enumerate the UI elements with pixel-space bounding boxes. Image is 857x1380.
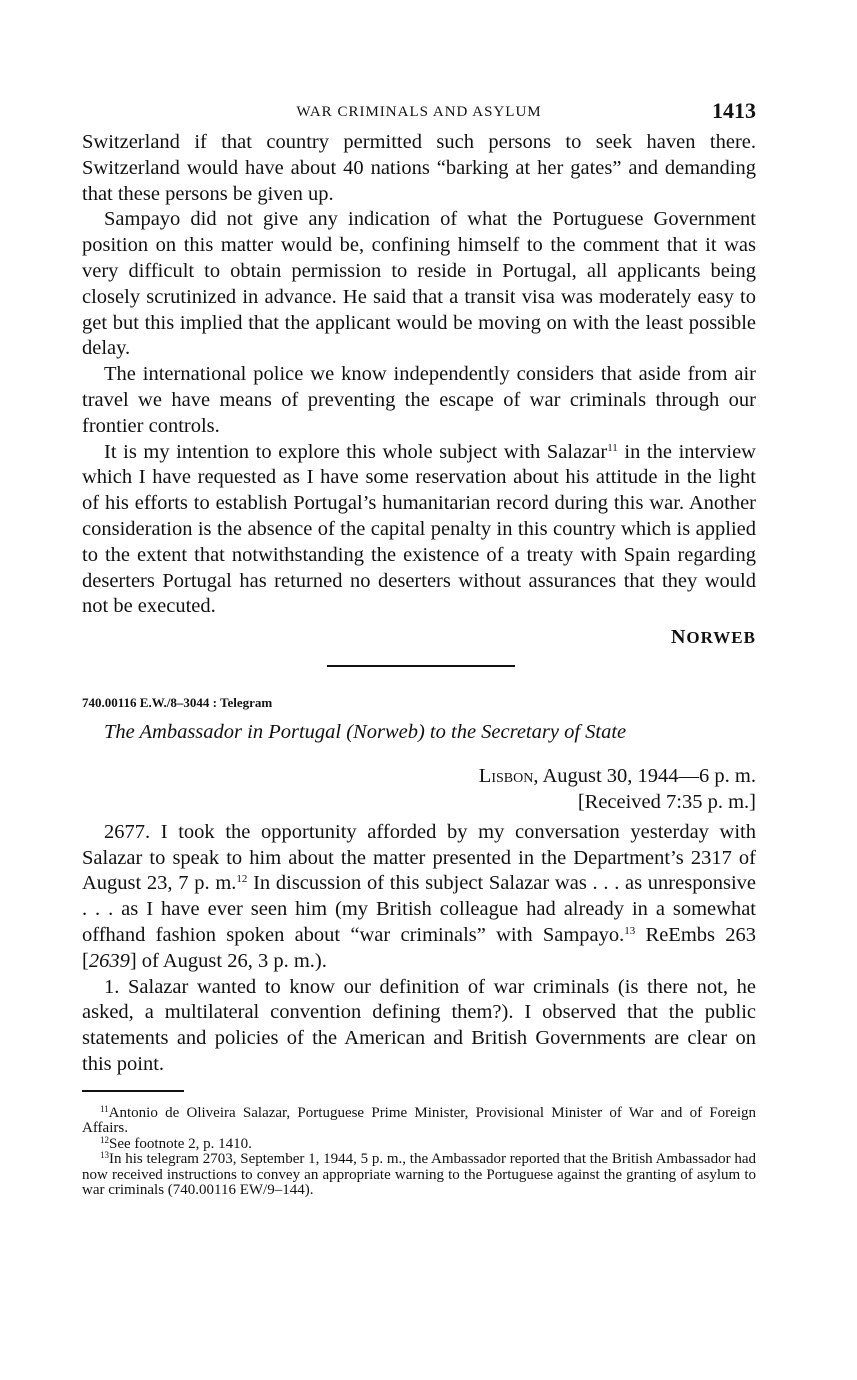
footnote-number: 11 xyxy=(100,1103,109,1114)
footnote-ref-13: 13 xyxy=(624,924,636,937)
paragraph-4-text-b: in the interview which I have requested as I have some reservation about his attitude in the light of his efforts to establish Portugal’s humanitarian record during this war. Another consideration is the absence of the capital penalty in this country which is applied to the extent that notwithstanding the existence of a treaty with Spain regarding deserters Portugal has returned no deserters without assurances that they would not be executed. xyxy=(82,440,756,618)
signature xyxy=(82,626,756,649)
telegram-italic-number: 2639 xyxy=(88,949,130,972)
telegram-text-c: ReEmbs 263 [ xyxy=(82,923,757,972)
section-divider xyxy=(327,665,515,667)
signature-rest: ORWEB xyxy=(686,628,756,648)
footnote-13 xyxy=(82,1152,756,1199)
footnote-text: See footnote 2, p. 1410. xyxy=(109,1135,252,1152)
footnote-12 xyxy=(82,1134,756,1153)
footnotes xyxy=(82,1103,756,1199)
dateline-place: Lisbon, xyxy=(478,765,539,788)
footnote-ref-11: 11 xyxy=(607,441,618,454)
paragraph-4-text-a: It is my intention to explore this whole subject with Salazar xyxy=(104,440,608,463)
telegram-text-b: In discussion of this subject Salazar was . . . as unresponsive . . . as I have ever seen him (my British colleague had already in a somewhat offhand fashion spoken about “war criminals” with Sampayo. xyxy=(82,872,756,946)
footnote-number: 12 xyxy=(100,1134,109,1145)
telegram-text-d: ] of August 26, 3 p. m.). xyxy=(129,949,327,972)
running-title: WAR CRIMINALS AND ASYLUM xyxy=(296,104,542,120)
page-number: 1413 xyxy=(712,98,756,123)
dateline-date: August 30, 1944—6 p. m. xyxy=(538,765,756,788)
file-reference: 740.00116 E.W./8–3044 : Telegram xyxy=(82,695,273,711)
document-title: The Ambassador in Portugal (Norweb) to the Secretary of State xyxy=(104,721,627,744)
paragraph-3: The international police we know independently considers that aside from air travel we have means of preventing the escape of war criminals through our frontier controls. xyxy=(82,363,756,437)
received-time: [Received 7:35 p. m.] xyxy=(577,790,756,813)
page xyxy=(82,98,756,1199)
footnote-text: Antonio de Oliveira Salazar, Portuguese Prime Minister, Provisional Minister of War and of Foreign Affairs. xyxy=(82,1104,756,1137)
signature-initial: N xyxy=(670,626,687,649)
paragraph-4 xyxy=(82,440,756,621)
footnote-divider xyxy=(82,1090,184,1092)
paragraph-1: Switzerland if that country permitted such persons to seek haven there. Switzerland would have about 40 nations “barking at her gates” and demanding that these persons be given up. xyxy=(82,131,756,205)
footnote-number: 13 xyxy=(100,1150,109,1161)
telegram-paragraph-2: 1. Salazar wanted to know our definition of war criminals (is there not, he asked, a multilateral convention defining them?). I observed that the public statements and policies of the American and British Governments are clear on this point. xyxy=(82,975,756,1075)
paragraph-2: Sampayo did not give any indication of what the Portuguese Government position on this matter would be, confining himself to the comment that it was very difficult to obtain permission to reside in Portugal, all applicants being closely scrutinized in advance. He said that a transit visa was moderately easy to get but this implied that the applicant would be moving on with the least possible delay. xyxy=(82,208,756,360)
running-head xyxy=(82,98,756,130)
footnote-11 xyxy=(82,1103,756,1137)
footnote-text: In his telegram 2703, September 1, 1944, 5 p. m., the Ambassador reported that the British Ambassador had now received instructions to convey an appropriate warning to the Portuguese against the granting of asylum to war criminals (740.00116 EW/9–144). xyxy=(82,1151,756,1199)
telegram-text-a: 2677. I took the opportunity afforded by my conversation yesterday with Salazar to speak to him about the matter presented in the Department’s 2317 of August 23, 7 p. m. xyxy=(82,820,756,895)
telegram-paragraph-1 xyxy=(82,820,756,975)
dateline xyxy=(82,764,756,790)
footnote-ref-12: 12 xyxy=(236,873,248,886)
